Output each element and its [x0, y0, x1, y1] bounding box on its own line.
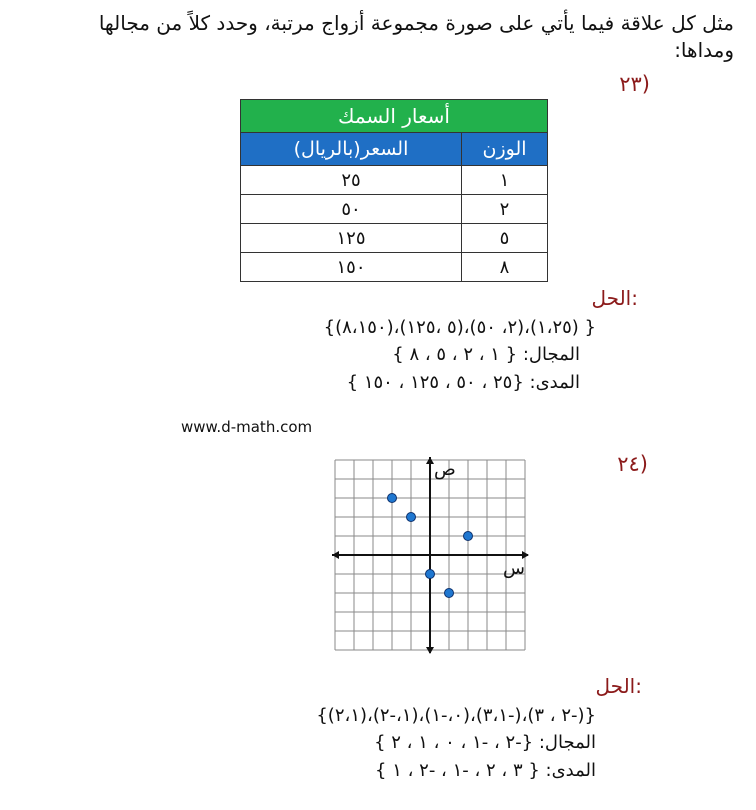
data-point — [445, 589, 454, 598]
watermark-url: www.d-math.com — [181, 418, 313, 436]
solution-label-23: الحل: — [591, 286, 638, 310]
header-weight: الوزن — [462, 133, 548, 166]
table-row — [241, 166, 548, 195]
price-cell: ١٢٥ — [241, 224, 462, 253]
x-axis-label: س — [503, 558, 525, 579]
data-point — [426, 570, 435, 579]
ordered-pairs-24: {(-٢ ، ٣)،(-٣،١)،(٠،-١)،(١،-٢)،(٢،١)} — [316, 705, 596, 726]
data-point — [407, 513, 416, 522]
coordinate-graph — [330, 455, 530, 677]
question-number-24: ٢٤) — [617, 452, 648, 476]
y-axis-label: ص — [434, 459, 456, 480]
data-point — [464, 532, 473, 541]
price-cell: ١٥٠ — [241, 253, 462, 282]
domain-24: المجال: {-٢ ، -١ ، ٠ ، ١ ، ٢ } — [374, 732, 596, 753]
domain-23: المجال: { ١ ، ٢ ، ٥ ، ٨ } — [392, 344, 580, 365]
range-23: المدى: {٢٥ ، ٥٠ ، ١٢٥ ، ١٥٠ } — [346, 372, 580, 393]
instructions: مثل كل علاقة فيما يأتي على صورة مجموعة أزواج مرتبة، وحدد كلاً من مجالها ومداها: — [98, 11, 734, 62]
table-row — [241, 253, 548, 282]
axes — [332, 457, 529, 654]
data-point — [388, 494, 397, 503]
solution-label-24: الحل: — [595, 674, 642, 698]
table-title: أسعار السمك — [241, 100, 548, 133]
table-row — [241, 224, 548, 253]
price-cell: ٥٠ — [241, 195, 462, 224]
fish-price-table — [240, 99, 548, 282]
question-number-23: ٢٣) — [619, 72, 650, 96]
range-24: المدى: { ٣ ، ٢ ، -١ ، -٢ ، ١ } — [375, 760, 596, 781]
weight-cell: ٢ — [462, 195, 548, 224]
weight-cell: ١ — [462, 166, 548, 195]
header-price: السعر(بالريال) — [241, 133, 462, 166]
table-row — [241, 195, 548, 224]
price-cell: ٢٥ — [241, 166, 462, 195]
weight-cell: ٥ — [462, 224, 548, 253]
ordered-pairs-23: { (١،٢٥)،(٢، ٥٠)،(٥ ،١٢٥)،(٨،١٥٠)} — [323, 317, 596, 338]
weight-cell: ٨ — [462, 253, 548, 282]
